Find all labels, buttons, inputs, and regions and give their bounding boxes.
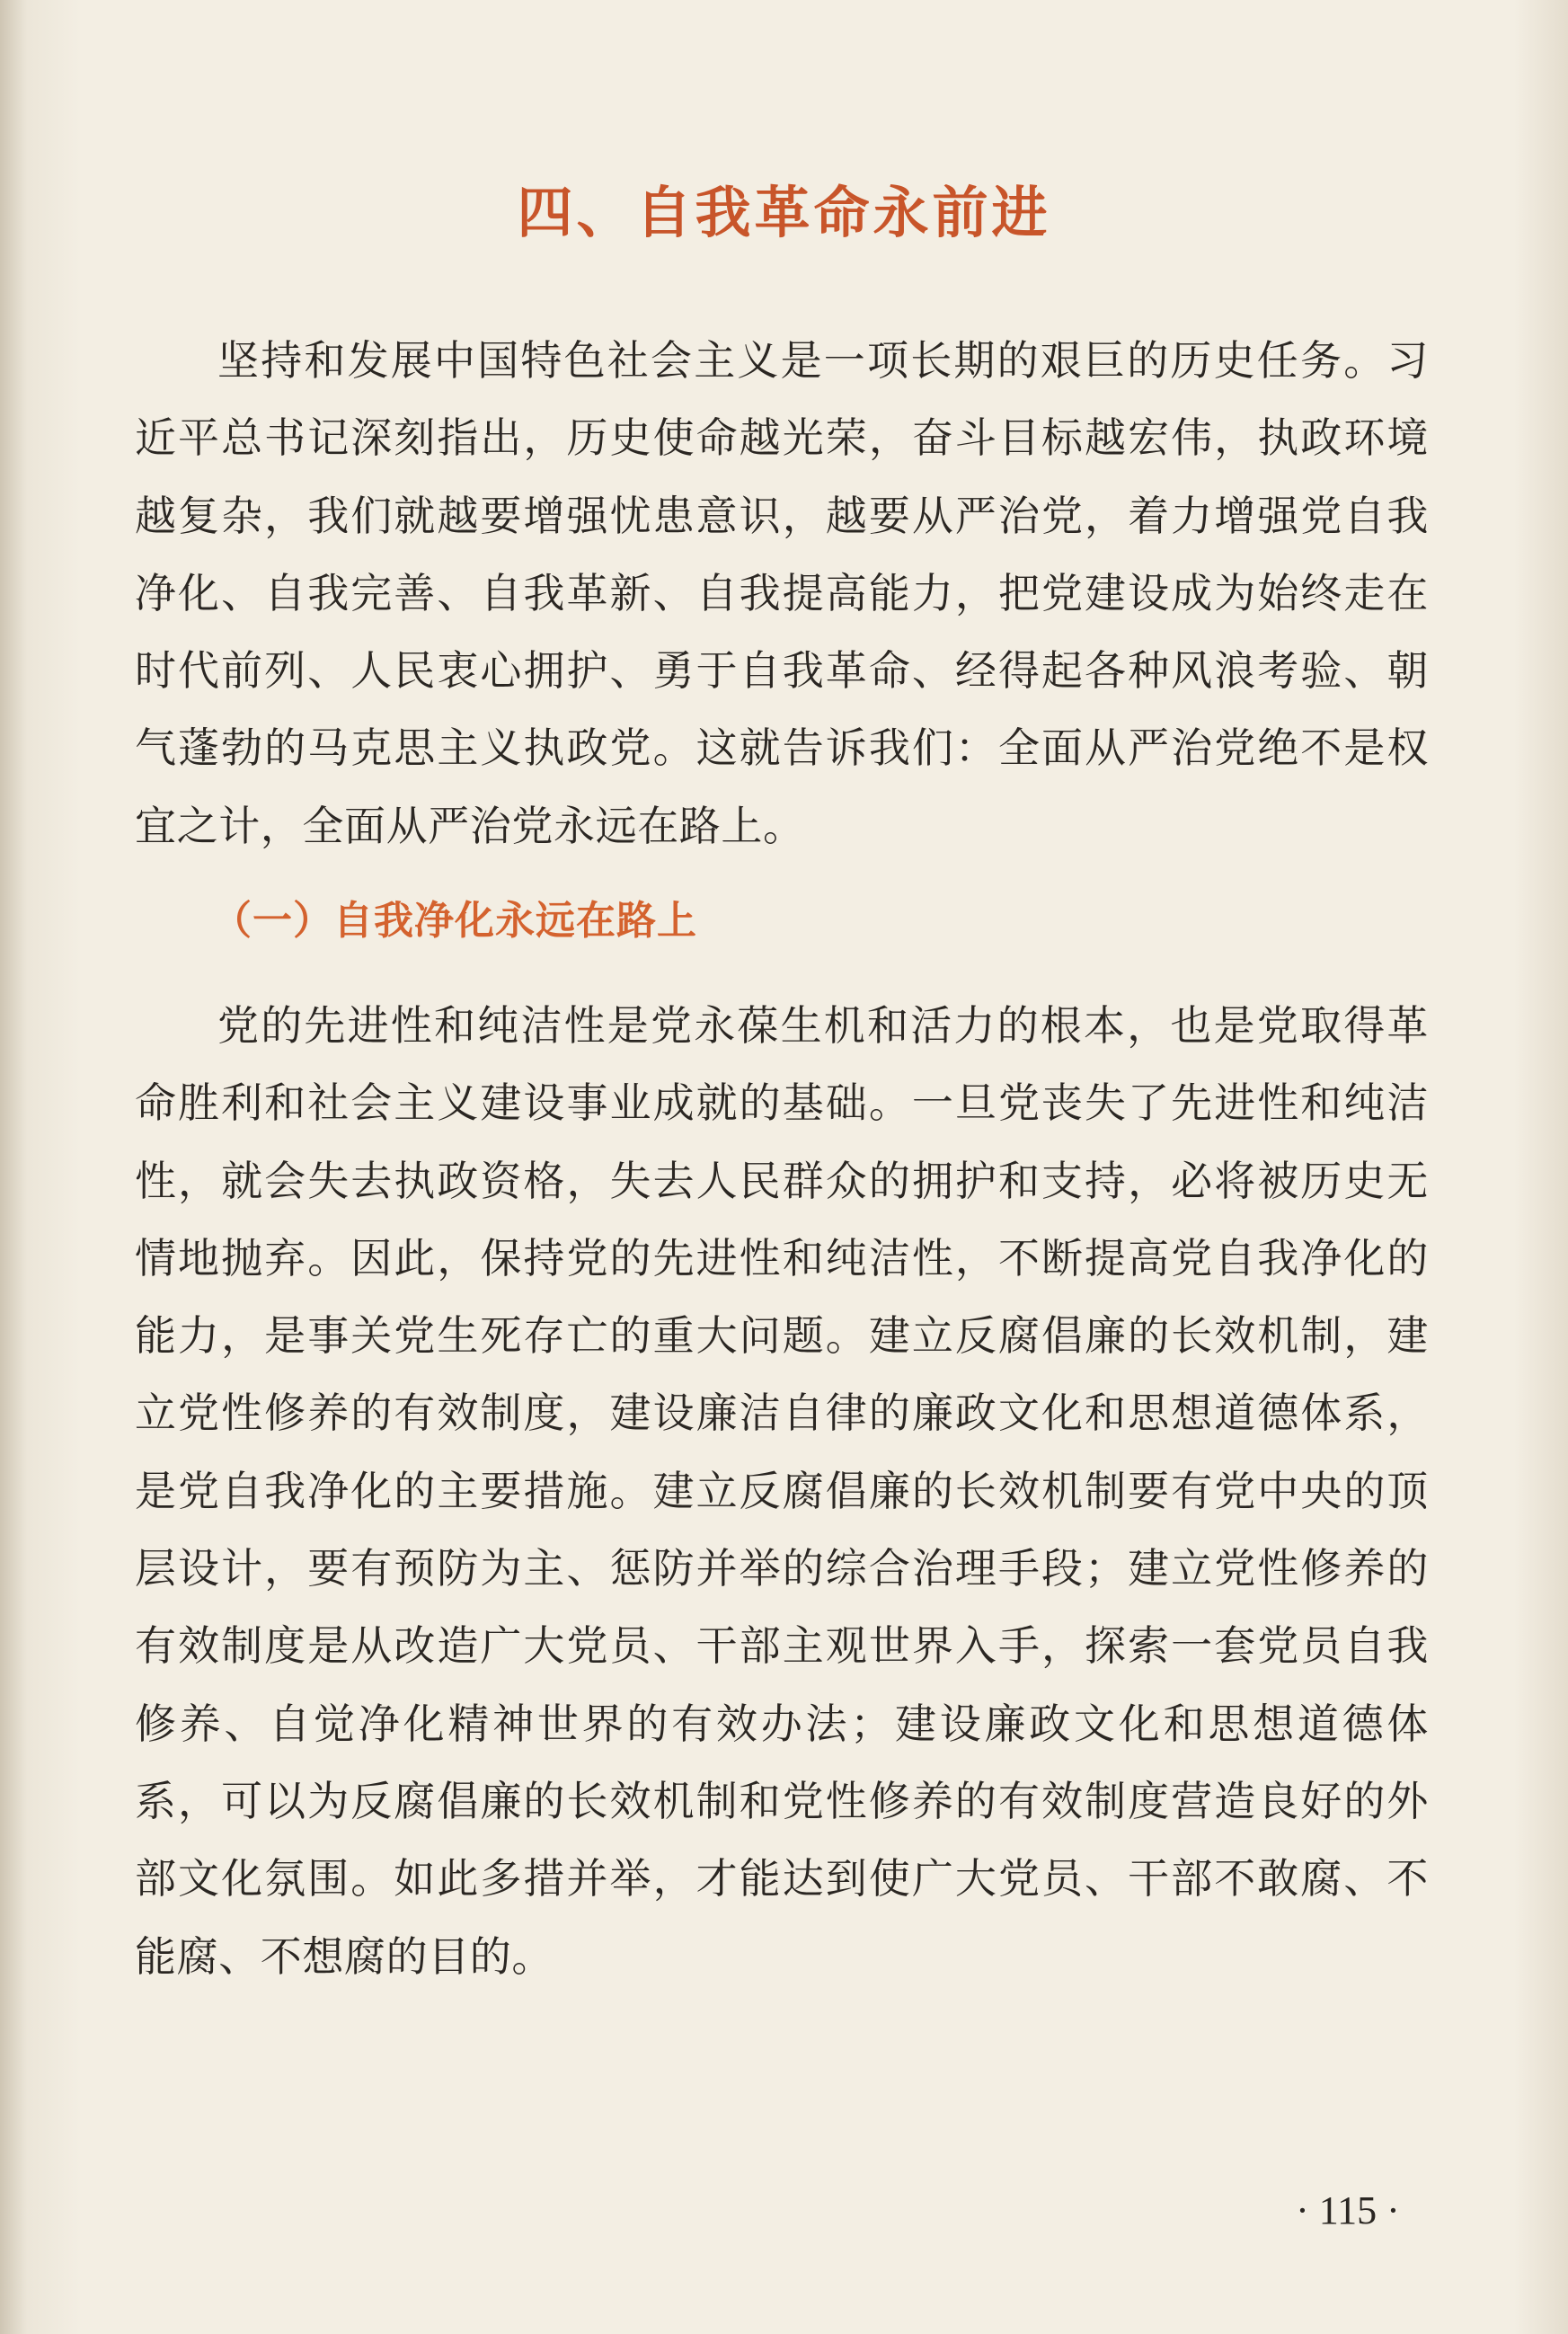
chapter-title: 四、自我革命永前进 [517, 179, 1051, 245]
section-heading: （一）自我净化永远在路上 [212, 898, 697, 944]
section-paragraph: 党的先进性和纯洁性是党永葆生机和活力的根本，也是党取得革命胜利和社会主义建设事业成就的基础。一旦党丧失了先进性和纯洁性，就会失去执政资格，失去人民群众的拥护和支持，必将被历史无情地抛弃。因此，保持党的先进性和纯洁性，不断提高党自我净化的能力，是事关党生死存亡的重大问题。建立反腐倡廉的长效机制，建立党性修养的有效制度，建设廉洁自律的廉政文化和思想道德体系，是党自我净化的主要措施。建立反腐倡廉的长效机制要有党中央的顶层设计，要有预防为主、惩防并举的综合治理手段；建立党性修养的有效制度是从改造广大党员、干部主观世界入手，探索一套党员自我修养、自觉净化精神世界的有效办法；建设廉政文化和思想道德体系，可以为反腐倡廉的长效机制和党性修养的有效制度营造良好的外部文化氛围。如此多措并举，才能达到使广大党员、干部不敢腐、不能腐、不想腐的目的。 [135, 1001, 1429, 1981]
page-number: · 115 · [1296, 2188, 1400, 2232]
intro-paragraph: 坚持和发展中国特色社会主义是一项长期的艰巨的历史任务。习近平总书记深刻指出，历史使命越光荣，奋斗目标越宏伟，执政环境越复杂，我们就越要增强忧患意识，越要从严治党，着力增强党自我净化、自我完善、自我革新、自我提高能力，把党建设成为始终走在时代前列、人民衷心拥护、勇于自我革命、经得起各种风浪考验、朝气蓬勃的马克思主义执政党。这就告诉我们：全面从严治党绝不是权宜之计，全面从严治党永远在路上。 [135, 336, 1429, 850]
